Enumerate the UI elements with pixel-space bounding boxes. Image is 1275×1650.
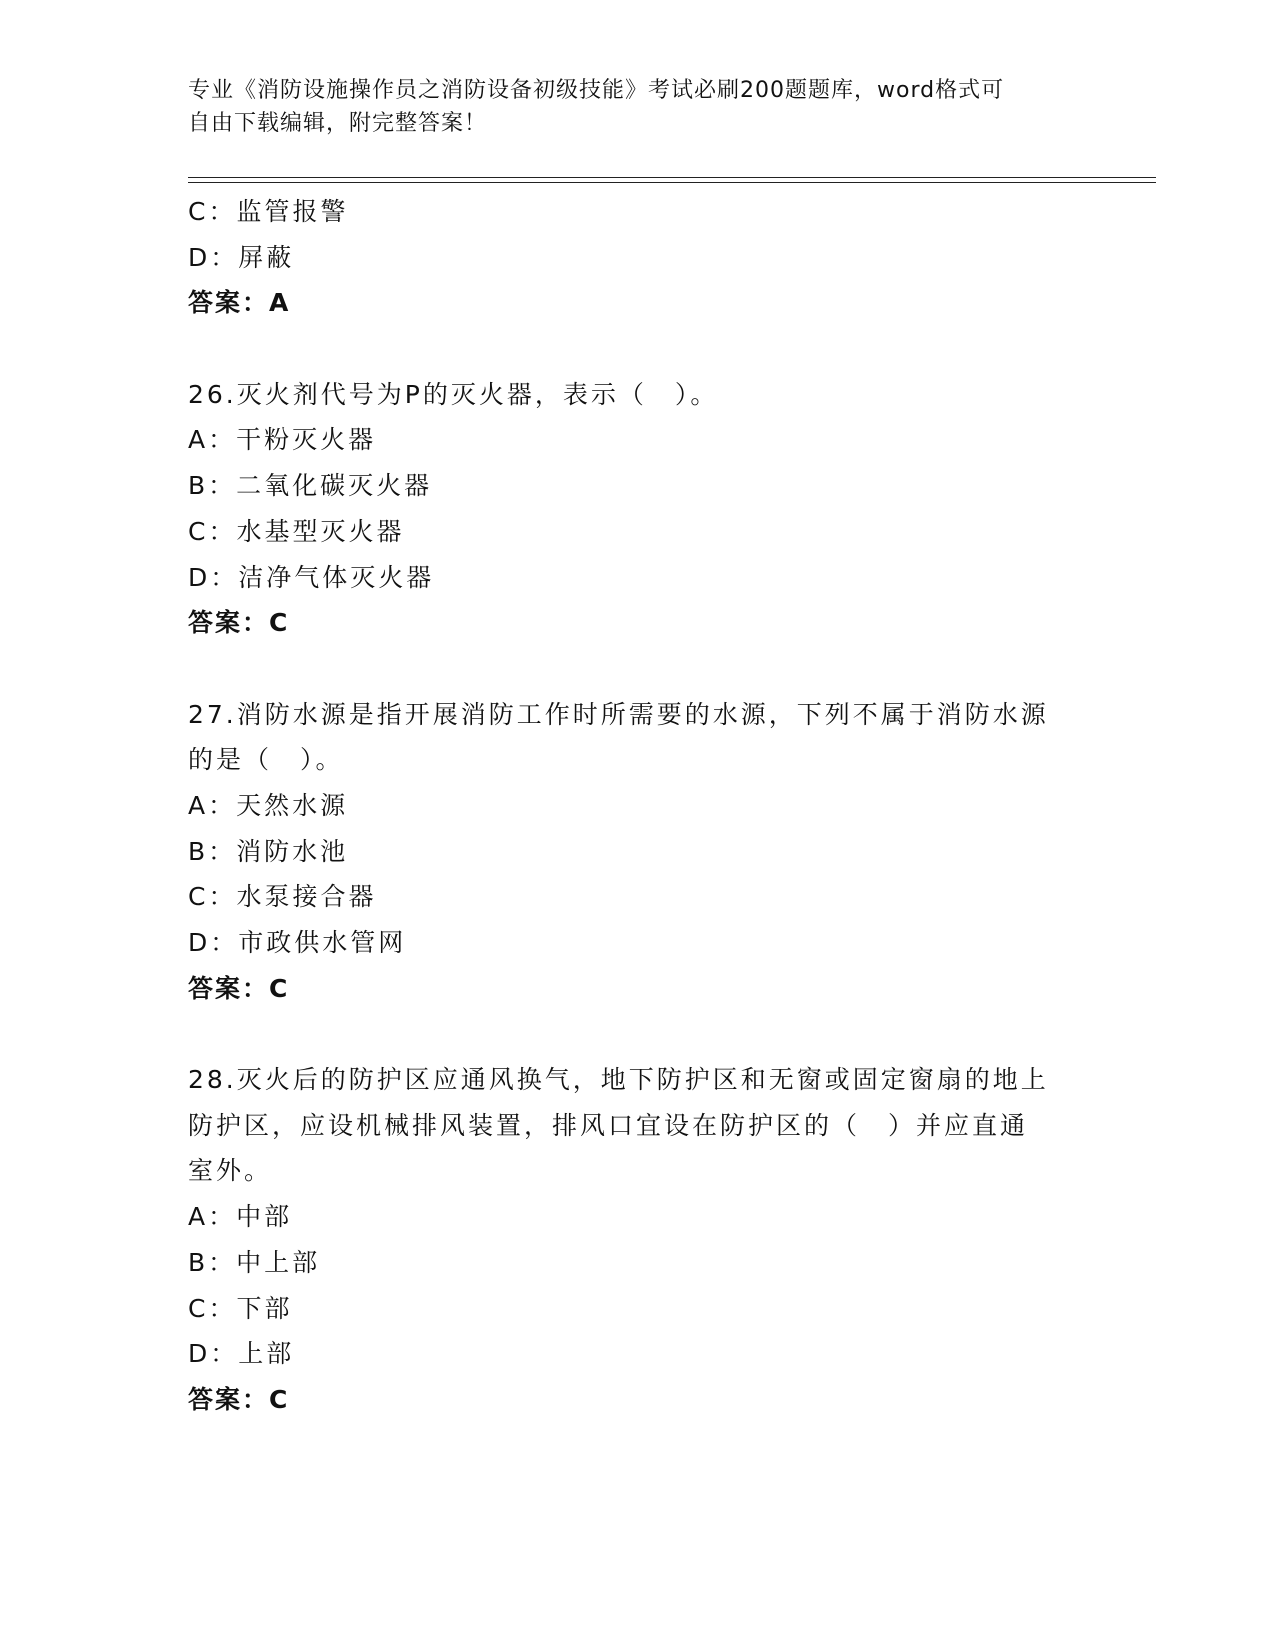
question-26 bbox=[188, 372, 1088, 646]
option-c: C：下部 bbox=[188, 1293, 293, 1323]
option-a: A：天然水源 bbox=[188, 790, 349, 820]
question-stem-line-3: 室外。 bbox=[188, 1156, 273, 1186]
header-title-line-1: 专业《消防设施操作员之消防设备初级技能》考试必刷200题题库，word格式可 bbox=[188, 78, 1005, 103]
question-28 bbox=[188, 1057, 1088, 1423]
option-a: A：中部 bbox=[188, 1202, 293, 1232]
question-list bbox=[188, 189, 1088, 1423]
question-stem: 26.灭火剂代号为P的灭火器，表示（ ）。 bbox=[188, 379, 719, 409]
question-stem-line-1: 27.消防水源是指开展消防工作时所需要的水源，下列不属于消防水源 bbox=[188, 699, 1049, 729]
question-stem-line-2: 的是（ ）。 bbox=[188, 745, 344, 775]
question-stem-line-2: 防护区，应设机械排风装置，排风口宜设在防护区的（ ）并应直通 bbox=[188, 1110, 1029, 1140]
option-d: D：洁净气体灭火器 bbox=[188, 562, 435, 592]
header-title-line-2: 自由下载编辑，附完整答案！ bbox=[188, 111, 488, 136]
answer: 答案：A bbox=[188, 288, 291, 318]
question-25-continued bbox=[188, 189, 1088, 326]
answer: 答案：C bbox=[188, 1384, 290, 1414]
option-b: B：二氧化碳灭火器 bbox=[188, 471, 433, 501]
option-b: B：中上部 bbox=[188, 1247, 321, 1277]
option-d: D：上部 bbox=[188, 1339, 295, 1369]
spacer bbox=[188, 646, 1088, 692]
question-27 bbox=[188, 692, 1088, 1012]
header-divider-bottom bbox=[188, 182, 1156, 183]
answer: 答案：C bbox=[188, 973, 290, 1003]
option-c: C：水泵接合器 bbox=[188, 882, 377, 912]
question-stem-line-1: 28.灭火后的防护区应通风换气，地下防护区和无窗或固定窗扇的地上 bbox=[188, 1065, 1049, 1095]
option-c: C：监管报警 bbox=[188, 197, 349, 226]
answer: 答案：C bbox=[188, 608, 290, 638]
spacer bbox=[188, 326, 1088, 372]
spacer bbox=[188, 1011, 1088, 1057]
option-d: D：市政供水管网 bbox=[188, 928, 407, 957]
option-a: A：干粉灭火器 bbox=[188, 425, 377, 455]
document-header bbox=[188, 74, 1088, 140]
option-c: C：水基型灭火器 bbox=[188, 516, 405, 546]
option-b: B：消防水池 bbox=[188, 836, 349, 866]
option-d: D：屏蔽 bbox=[188, 242, 295, 272]
header-divider-top bbox=[188, 177, 1156, 178]
